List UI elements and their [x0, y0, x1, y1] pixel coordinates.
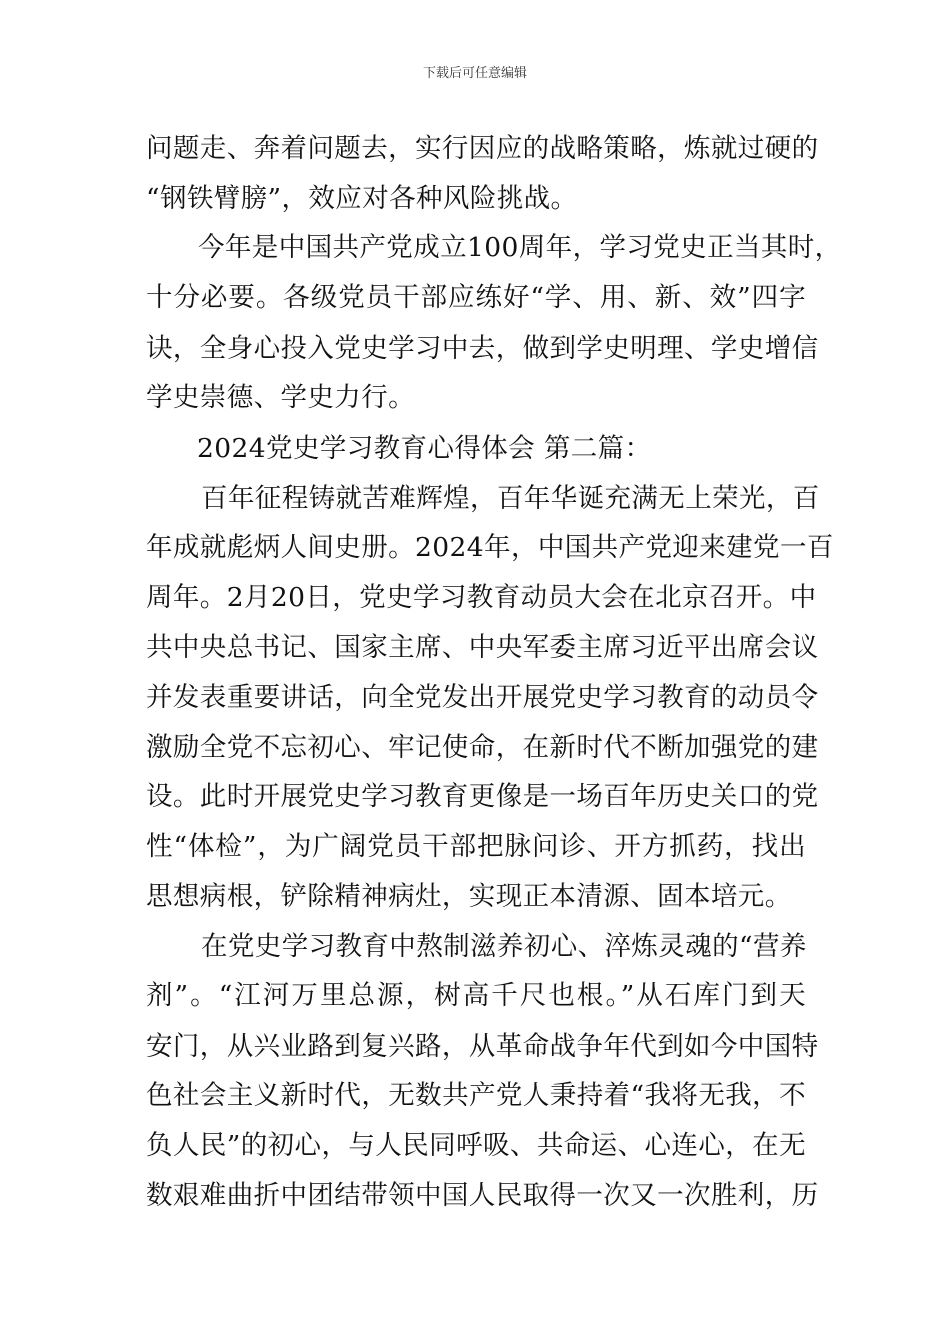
text-line: 负人民”的初心，与人民同呼吸、共命运、心连心，在无 — [146, 1130, 806, 1161]
text-line: 百年征程铸就苦难辉煌，百年华诞充满无上荣光，百 — [201, 483, 820, 514]
text-line: 十分必要。各级党员干部应练好“学、用、新、效”四字 — [146, 282, 806, 313]
text-line: 周年。2月20日，党史学习教育动员大会在北京召开。中 — [146, 582, 817, 613]
text-line: 共中央总书记、国家主席、中央军委主席习近平出席会议 — [146, 632, 819, 663]
text-line: 并发表重要讲话，向全党发出开展党史学习教育的动员令 — [146, 682, 819, 713]
text-line: 剂”。“江河万里总源，树高千尺也根。”从石库门到天 — [146, 980, 806, 1011]
text-line: 设。此时开展党史学习教育更像是一场百年历史关口的党 — [146, 781, 819, 812]
page-header-note: 下载后可任意编辑 — [422, 66, 527, 81]
text-line: 在党史学习教育中熬制滋养初心、淬炼灵魂的“营养 — [201, 931, 807, 962]
text-line: 问题走、奔着问题去，实行因应的战略策略，炼就过硬的 — [146, 133, 819, 164]
text-line: 学史崇德、学史力行。 — [146, 382, 415, 413]
text-line: 今年是中国共产党成立100周年，学习党史正当其时， — [198, 232, 842, 263]
text-line: 性“体检”，为广阔党员干部把脉问诊、开方抓药，找出 — [146, 831, 806, 862]
text-line: 安门，从兴业路到复兴路，从革命战争年代到如今中国特 — [146, 1031, 819, 1062]
section-heading: 2024党史学习教育心得体会 第二篇： — [197, 433, 652, 464]
text-line: “钢铁臂膀”，效应对各种风险挑战。 — [146, 183, 578, 214]
text-line: 数艰难曲折中团结带领中国人民取得一次又一次胜利，历 — [146, 1180, 819, 1211]
text-line: 思想病根，铲除精神病灶，实现正本清源、固本培元。 — [146, 881, 792, 912]
text-line: 激励全党不忘初心、牢记使命，在新时代不断加强党的建 — [146, 732, 819, 763]
text-line: 诀，全身心投入党史学习中去，做到学史明理、学史增信 — [146, 333, 819, 364]
text-line: 色社会主义新时代，无数共产党人秉持着“我将无我，不 — [146, 1080, 806, 1111]
text-line: 年成就彪炳人间史册。2024年，中国共产党迎来建党一百 — [146, 532, 834, 563]
